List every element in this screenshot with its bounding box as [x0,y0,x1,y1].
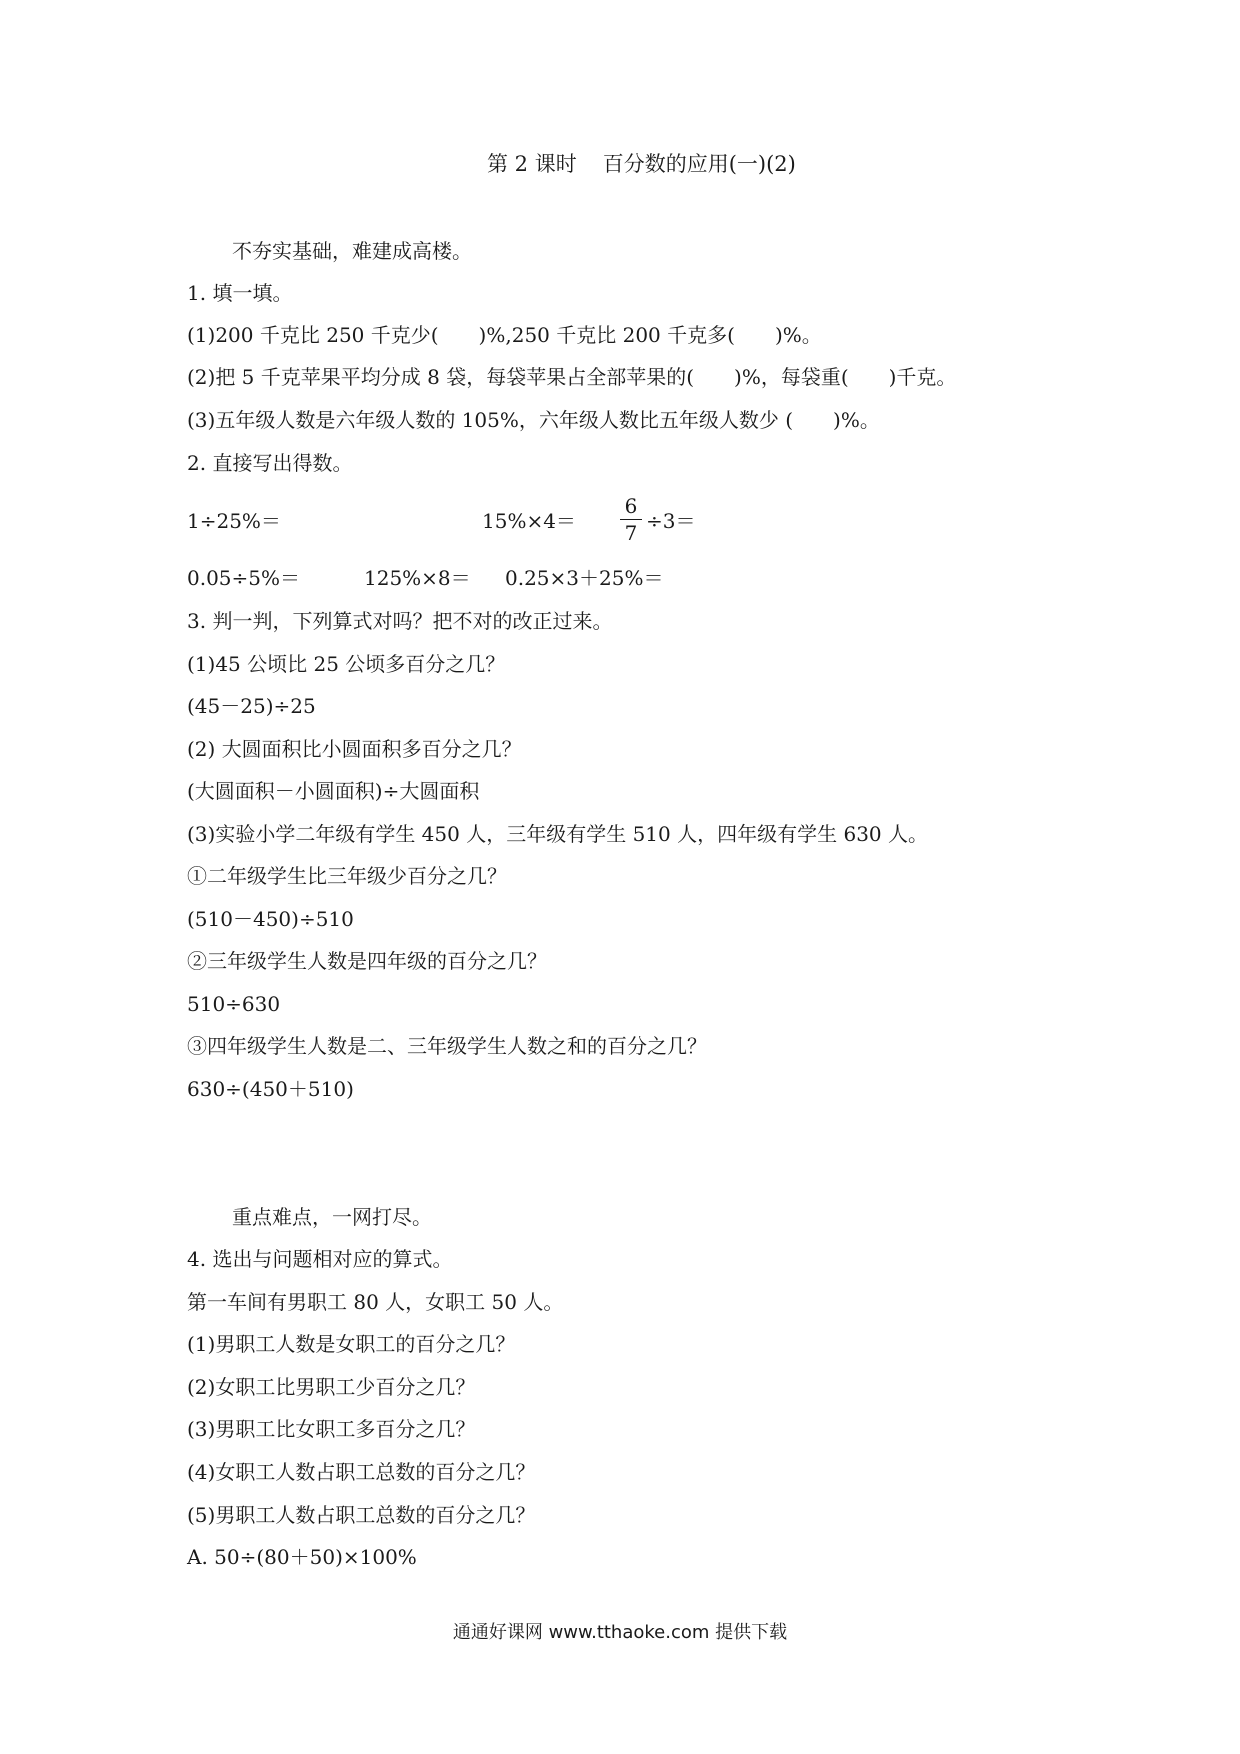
lesson-label: 第 2 课时 [487,152,577,176]
q1-item-2: (2)把 5 千克苹果平均分成 8 袋，每袋苹果占全部苹果的( )%，每袋重( )千克。 [187,365,957,389]
q1-item-1: (1)200 千克比 250 千克少( )%,250 千克比 200 千克多( )%。 [187,323,822,347]
q3-line: ③四年级学生人数是二、三年级学生人数之和的百分之几？ [187,1034,707,1058]
q3-line: ②三年级学生人数是四年级的百分之几？ [187,949,547,973]
page-title [487,151,796,177]
q4-item: (5)男职工人数占职工总数的百分之几？ [187,1503,536,1527]
q2-expr-5: 125%×8＝ [364,566,471,590]
q4-item: (2)女职工比男职工少百分之几？ [187,1375,476,1399]
q3-line: 630÷(450＋510) [187,1077,354,1101]
q4-heading: 4. 选出与问题相对应的算式。 [187,1247,453,1271]
q2-expr-1: 1÷25%＝ [187,509,281,533]
q2-expr-3: ÷3＝ [646,509,696,533]
q4-context: 第一车间有男职工 80 人，女职工 50 人。 [187,1290,564,1314]
q3-line: (45－25)÷25 [187,694,316,718]
section-motto-2: 重点难点，一网打尽。 [232,1205,432,1229]
page-footer: 通通好课网 www.tthaoke.com 提供下载 [452,1622,788,1643]
q3-line: (510－450)÷510 [187,907,354,931]
lesson-topic: 百分数的应用(一)(2) [602,152,796,176]
fraction-bar [620,519,642,520]
q2-expr-6: 0.25×3＋25%＝ [505,566,664,590]
q3-line: (1)45 公顷比 25 公顷多百分之几？ [187,652,506,676]
q1-heading: 1. 填一填。 [187,281,293,305]
q2-fraction [620,494,642,545]
q1-item-3: (3)五年级人数是六年级人数的 105%，六年级人数比五年级人数少 ( )%。 [187,408,880,432]
q3-heading: 3. 判一判，下列算式对吗？把不对的改正过来。 [187,609,613,633]
q4-item: (3)男职工比女职工多百分之几？ [187,1417,476,1441]
q4-item: (1)男职工人数是女职工的百分之几？ [187,1332,516,1356]
q3-line: 510÷630 [187,992,281,1016]
section-motto-1: 不夯实基础，难建成高楼。 [232,239,472,263]
q3-line: ①二年级学生比三年级少百分之几？ [187,864,507,888]
q2-expr-2: 15%×4＝ [482,509,576,533]
q2-heading: 2. 直接写出得数。 [187,451,353,475]
q3-line: (大圆面积－小圆面积)÷大圆面积 [187,779,480,803]
q4-option-a: A. 50÷(80＋50)×100% [187,1545,417,1569]
fraction-denominator: 7 [624,521,638,545]
q3-line: (2) 大圆面积比小圆面积多百分之几？ [187,737,522,761]
q4-item: (4)女职工人数占职工总数的百分之几？ [187,1460,536,1484]
fraction-numerator: 6 [624,494,638,518]
q3-line: (3)实验小学二年级有学生 450 人，三年级有学生 510 人，四年级有学生 630 人。 [187,822,928,846]
q2-expr-4: 0.05÷5%＝ [187,566,301,590]
